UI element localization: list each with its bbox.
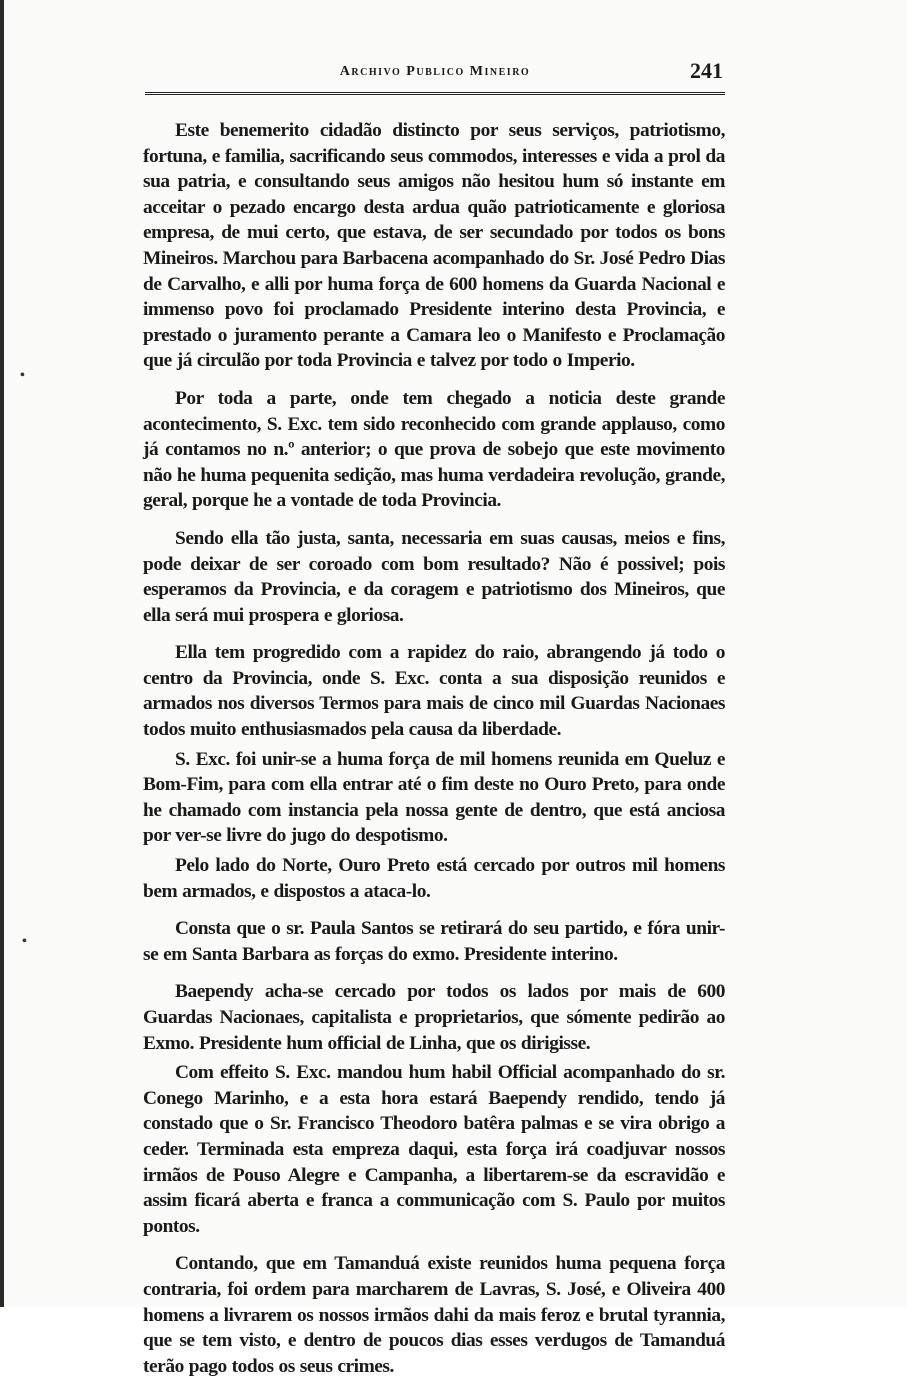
- running-title: Archivo Publico Mineiro: [339, 64, 531, 79]
- page-left-edge: [0, 0, 4, 1307]
- paragraph: Pelo lado do Norte, Ouro Preto está cercado por outros mil homens bem armados, e dispostos a ataca-lo.: [143, 855, 725, 902]
- body-text: [143, 118, 725, 1391]
- paragraph: Por toda a parte, onde tem chegado a noticia deste grande acontecimento, S. Exc. tem sido reconhecido com grande applauso, como já contamos no n.º anterior; o que prova de sobejo que este movimento não he huma pequenita sedição, mas huma verdadeira revolução, grande, geral, porque he a vontade de toda Provincia.: [143, 387, 725, 512]
- margin-mark: •: [22, 934, 27, 949]
- header-rule: [145, 92, 725, 95]
- paragraph: Com effeito S. Exc. mandou hum habil Official acompanhado do sr. Conego Marinho, e a esta hora estará Baependy rendido, tendo já constado que o Sr. Francisco Theodoro batêra palmas e se vira obrigo a ceder. Terminada esta empreza daqui, esta força irá coadjuvar nossos irmãos de Pouso Alegre e Campanha, a libertarem-se da escravidão e assim ficará aberta e franca a communicação com S. Paulo por muitos pontos.: [143, 1062, 725, 1237]
- page-number: 241: [690, 58, 723, 83]
- paragraph: Este benemerito cidadão distincto por seus serviços, patriotismo, fortuna, e familia, sacrificando seus commodos, interesses e vida a prol da sua patria, e consultando seus amigos não hesitou hum só instante em acceitar o pezado encargo desta ardua quão patrioticamente e gloriosa empresa, de mui certo, que estava, de ser secundado por todos os bons Mineiros. Marchou para Barbacena acompanhado do Sr. José Pedro Dias de Carvalho, e alli por huma força de 600 homens da Guarda Nacional e immenso povo foi proclamado Presidente interino desta Provincia, e prestado o juramento perante a Camara leo o Manifesto e Proclamação que já circulão por toda Provincia e talvez por todo o Imperio.: [143, 120, 725, 372]
- paragraph: Consta que o sr. Paula Santos se retirará do seu partido, e fóra unir-se em Santa Barbara as forças do exmo. Presidente interino.: [143, 918, 725, 965]
- paragraph: S. Exc. foi unir-se a huma força de mil homens reunida em Queluz e Bom-Fim, para com ella entrar até o fim deste no Ouro Preto, para onde he chamado com instancia pela nossa gente de dentro, que está anciosa por ver-se livre do jugo do despotismo.: [143, 748, 725, 847]
- margin-mark: •: [20, 368, 25, 383]
- paragraph: Sendo ella tão justa, santa, necessaria em suas causas, meios e fins, pode deixar de ser coroado com bom resultado? Não é possivel; pois esperamos da Provincia, e da coragem e patriotismo dos Mineiros, que ella será mui prospera e gloriosa.: [143, 527, 725, 626]
- page-header: [145, 58, 725, 88]
- paragraph: Ella tem progredido com a rapidez do raio, abrangendo já todo o centro da Provincia, onde S. Exc. conta a sua disposição reunidos e armados nos diversos Termos para mais de cinco mil Guardas Nacionaes todos muito enthusiasmados pela causa da liberdade.: [143, 642, 725, 741]
- paragraph: Baependy acha-se cercado por todos os lados por mais de 600 Guardas Nacionaes, capitalista e proprietarios, que sómente pedirão ao Exmo. Presidente hum official de Linha, que os dirigisse.: [143, 981, 725, 1054]
- paragraph: Contando, que em Tamanduá existe reunidos huma pequena força contraria, foi ordem para marcharem de Lavras, S. José, e Oliveira 400 homens a livrarem os nossos irmãos dahi da mais feroz e brutal tyrannia, que se tem visto, e dentro de poucos dias esses verdugos de Tamanduá terão pago todos os seus crimes.: [143, 1253, 725, 1377]
